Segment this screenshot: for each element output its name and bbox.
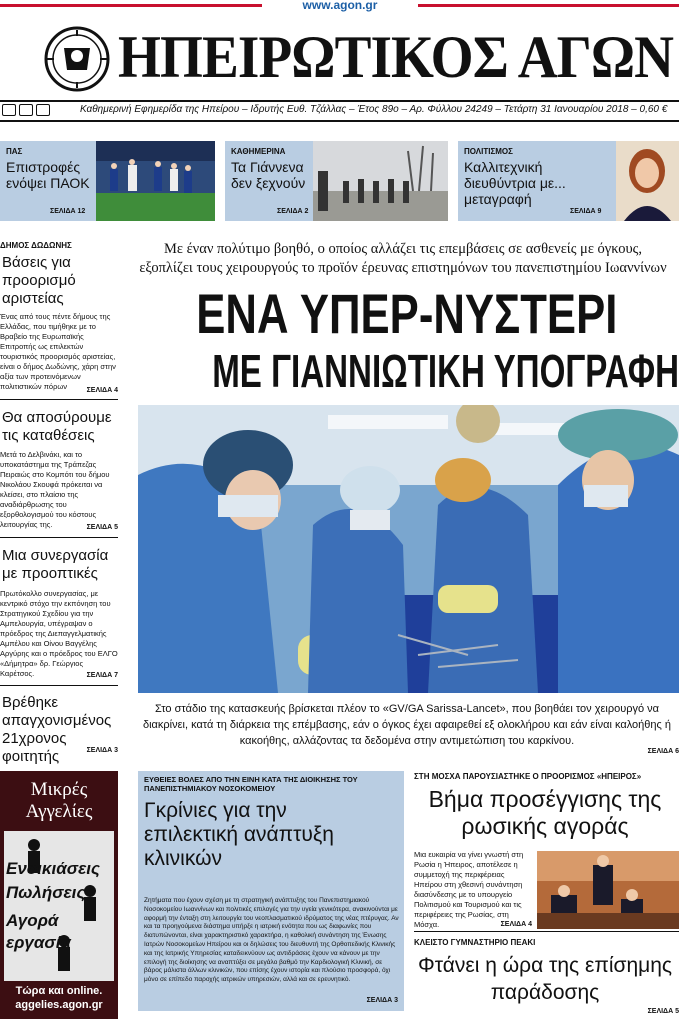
hospital-body: Ζητήματα που έχουν σχέση με τη στρατηγική ανάπτυξης του Πανεπιστημιακού Νοσοκομείου Ιωαννίνων και πολιτικές επιλογές για την υγεία γενικότερα, ανακινούνται με αφορμή την ένταξη στη λειτουργία του νεοπλασματικού ιδρύματος της νέας πτέρυγας. Αν και τα προηγούμενα διάστημα υπήρξε η ιατρική ενότητα που ως διαφωνίες που διατυπώνονται, είναι χαρακτηριστικό χαρακτήρα, η καθολική συνάντηση της Ένωσης Ιατρών Νοσοκομείων Ηπείρου και οι δηλώσεις του διευθυντή της Ορθοπεδικής Κλινικής και της Ιατρικής Υπηρεσίας καταδεικνύουν ως αντιδράσεις έχουν να κάνουν με την επιλογή της διοίκησης να αναπτύξει σε μεγάλο βαθμό την Καρδιολογική Κλινική, σε βάρος μάλιστα άλλων κλινικών, που επίσης έχουν ιστορία και πλούσιο προσφορά, όχι μόνο σε επίπεδο παροχής ιατρικών υπηρεσιών, αλλά και σε ερευνητικό.	[144, 897, 399, 984]
moscow-body: Μια ευκαιρία να γίνει γνωστή στη Ρωσία η Ήπειρος, αποτέλεσε η συμμετοχή της περιφέρειας Ηπείρου στη χθεσινή συνάντηση διασύνδεσης με το υπουργείο Πολιτισμού και Τουρισμού και τις περιφέρειες της Ρωσίας, στη Μόσχα.	[414, 850, 524, 929]
classified-title-2: Αγγελίες	[25, 801, 93, 822]
sidebar-title[interactable]: Μια συνεργασία με προοπτικές	[2, 547, 109, 582]
classified-ads-box[interactable]	[0, 771, 118, 1019]
surgery-photo	[138, 405, 679, 693]
teaser-text: Καλλιτεχνική διευθύντρια με... μεταγραφή	[464, 159, 566, 207]
rss-icon	[2, 104, 16, 116]
sidebar-page: ΣΕΛΙΔΑ 5	[86, 524, 118, 531]
teaser-page: ΣΕΛΙΔΑ 12	[50, 208, 86, 215]
sidebar-divider	[0, 399, 118, 400]
lead-headline-line-1[interactable]: ΕΝΑ ΥΠΕΡ-ΝΥΣΤΕΡΙ	[196, 282, 618, 345]
classified-footer-1: Τώρα και online.	[15, 985, 103, 997]
hospital-page: ΣΕΛΙΔΑ 3	[366, 997, 398, 1004]
header-icons	[2, 104, 72, 118]
classified-item: Πωλήσεις	[6, 883, 86, 902]
hospital-story-box[interactable]	[138, 771, 404, 1011]
masthead-logo-icon	[42, 26, 112, 92]
photo-caption: Στο στάδιο της κατασκευής βρίσκεται πλέον το «GV/GA Sarissa-Lancet», που βοηθάει τον χειρουργό να διακρίνει, κατά τη διάρκεια της επέμβασης, εάν ο όγκος έχει αφαιρεθεί εξ ολοκλήρου και εάν είναι καλοήθης ή κακοήθης, αλλάζοντας τα δεδομένα στην αντιμετώπιση του καρκίνου.	[142, 703, 672, 747]
memorial-photo	[313, 141, 448, 221]
gym-page: ΣΕΛΙΔΑ 5	[647, 1008, 679, 1015]
right-divider	[414, 931, 679, 932]
sidebar-divider	[0, 537, 118, 538]
header-rule-bottom	[0, 120, 679, 122]
teaser-ioannina[interactable]	[225, 141, 448, 221]
sidebar-body: Μετά το Δελβινάκι, και το υποκατάστημα της Τράπεζας Πειραιώς στο Κομπότι του δήμου Νικολάου Σκουφά πρόκειται να κλείσει, στο πλαίσιο της αναδιάρθρωσης του εξορθολογισμού του κόστους λειτουργίας της.	[0, 450, 110, 529]
classified-figures-icon	[4, 831, 114, 981]
teaser-text: Τα Γιάννενα δεν ξεχνούν	[231, 159, 306, 191]
lead-page: ΣΕΛΙΔΑ 6	[647, 748, 679, 755]
teaser-culture[interactable]	[458, 141, 679, 221]
teaser-page: ΣΕΛΙΔΑ 9	[570, 208, 602, 215]
moscow-page: ΣΕΛΙΔΑ 4	[500, 921, 532, 928]
football-photo	[96, 141, 215, 221]
teaser-page: ΣΕΛΙΔΑ 2	[277, 208, 309, 215]
masthead-title: ΗΠΕΙΡΩΤΙΚΟΣ ΑΓΩΝ	[118, 24, 674, 90]
sidebar-title[interactable]: Θα αποσύρουμε τις καταθέσεις	[2, 409, 112, 444]
classified-artwork	[4, 831, 114, 981]
teaser-category: ΚΑΘΗΜΕΡΙΝΑ	[231, 147, 286, 156]
gym-title[interactable]: Φτάνει η ώρα της επίσημης παράδοσης	[417, 954, 673, 1004]
sidebar-page: ΣΕΛΙΔΑ 7	[86, 672, 118, 679]
hospital-title: Γκρίνιες για την επιλεκτική ανάπτυξη κλινικών	[144, 799, 334, 870]
teaser-category: ΠΟΛΙΤΙΣΜΟΣ	[464, 147, 513, 156]
sidebar-body: Πρωτόκολλο συνεργασίας, με κεντρικό στόχο την εκπόνηση του Στρατηγικού Σχεδίου για την Αμπελουργία, υπέγραψαν ο πρόεδρος της Διεπαγγελματικής Αμπέλου και Οίνου Βαγγέλης Αργύρης και ο πρόεδρος του ΕΛΓΟ «Δήμητρα» δρ. Γεώργιος Καρέτσος.	[0, 589, 118, 678]
moscow-title[interactable]: Βήμα προσέγγισης της ρωσικής αγοράς	[428, 786, 662, 839]
classified-item: Αγορά	[6, 911, 59, 930]
sidebar-title[interactable]: Βάσεις για προορισμό αριστείας	[2, 254, 76, 307]
teaser-text: Επιστροφές ενόψει ΠΑΟΚ	[6, 159, 90, 191]
lead-headline-line-2[interactable]: ΜΕ ΓΙΑΝΝΙΩΤΙΚΗ ΥΠΟΓΡΑΦΗ	[212, 345, 679, 397]
sidebar-body: Ένας από τους πέντε δήμους της Ελλάδας, που τιμήθηκε με το Βραβείο της Ευρωπαϊκής Επιτροπής ως επιλεκτών τουριστικός προορισμός αριστείας, είναι ο δήμος Δωδώνης, χάρη στην αξία των προτεινόμενων πολιτιστικών πόρων	[0, 312, 116, 391]
sidebar-page: ΣΕΛΙΔΑ 3	[86, 747, 118, 754]
teaser-category: ΠΑΣ	[6, 147, 23, 156]
moscow-meeting-photo	[537, 851, 679, 929]
director-portrait	[616, 141, 679, 221]
hospital-category: ΕΥΘΕΙΕΣ ΒΟΛΕΣ ΑΠΟ ΤΗΝ ΕΙΝΗ ΚΑΤΑ ΤΗΣ ΔΙΟΙΚΗΣΗΣ ΤΟΥ ΠΑΝΕΠΙΣΤΗΜΙΑΚΟΥ ΝΟΣΟΚΟΜΕΙΟΥ	[144, 775, 358, 793]
mail-icon	[19, 104, 33, 116]
header-rule-top	[0, 100, 679, 102]
classified-item: εργασία	[6, 933, 71, 952]
moscow-category: ΣΤΗ ΜΟΣΧΑ ΠΑΡΟΥΣΙΑΣΤΗΚΕ Ο ΠΡΟΟΡΙΣΜΟΣ «ΗΠΕΙΡΟΣ»	[414, 772, 642, 781]
sidebar-category: ΔΗΜΟΣ ΔΩΔΩΝΗΣ	[0, 241, 72, 250]
classified-footer-2[interactable]: aggelies.agon.gr	[15, 999, 103, 1011]
teaser-paok[interactable]	[0, 141, 215, 221]
mobile-icon	[36, 104, 50, 116]
classified-item: Ενοικιάσεις	[6, 859, 100, 878]
sidebar-page: ΣΕΛΙΔΑ 4	[86, 387, 118, 394]
lead-deck: Με έναν πολύτιμο βοηθό, ο οποίος αλλάζει τις επεμβάσεις σε ασθενείς με όγκους, εξοπλίζει τους χειρουργούς το προϊόν έρευνας επιστημόνων του πανεπιστημίου Ιωαννίνων	[139, 241, 667, 276]
issue-info-line: Καθημερινή Εφημερίδα της Ηπείρου – Ιδρυτής Ευθ. Τζάλλας – Έτος 89ο – Αρ. Φύλλου 24249 – Τετάρτη 31 Ιανουαρίου 2018 – 0,60 €	[80, 104, 668, 115]
sidebar-title[interactable]: Βρέθηκε απαγχονισμένος 21χρονος φοιτητής	[2, 694, 112, 765]
sidebar-divider	[0, 685, 118, 686]
classified-title-1: Μικρές	[30, 779, 88, 800]
site-url[interactable]: www.agon.gr	[270, 0, 410, 12]
gym-category: ΚΛΕΙΣΤΟ ΓΥΜΝΑΣΤΗΡΙΟ ΠΕΑΚΙ	[414, 938, 536, 947]
